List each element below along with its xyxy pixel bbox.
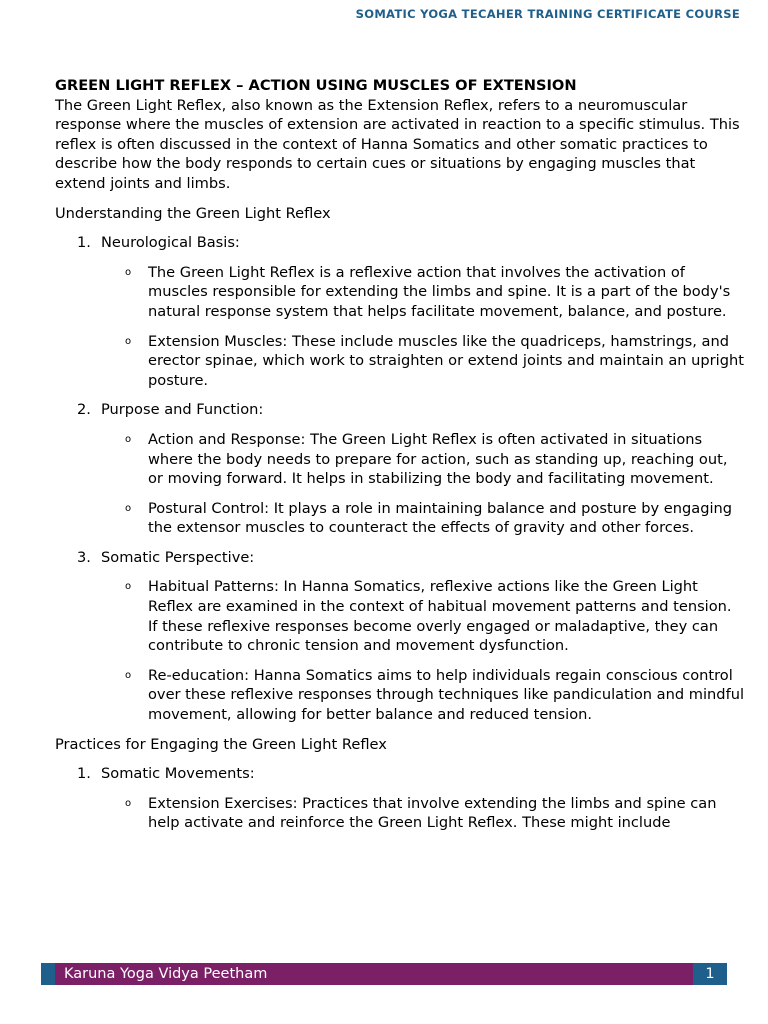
sub-list <box>101 263 745 391</box>
list-item <box>55 548 745 725</box>
document-body <box>55 76 745 843</box>
sub-item-text: Habitual Patterns: In Hanna Somatics, reflexive actions like the Green Light Reflex are examined in the context of habitual movement patterns and tension. If these reflexive responses become overly engaged or maladaptive, they can contribute to chronic tension and movement dysfunction. <box>148 578 732 655</box>
section-heading: GREEN LIGHT REFLEX – ACTION USING MUSCLES OF EXTENSION <box>55 77 577 94</box>
section1-list <box>55 233 745 724</box>
list-item-label: Neurological Basis: <box>101 234 240 252</box>
sub-item-text: Extension Exercises: Practices that involve extending the limbs and spine can help activate and reinforce the Green Light Reflex. These might include <box>148 794 717 832</box>
sub-item-text: Postural Control: It plays a role in maintaining balance and posture by engaging the extensor muscles to counteract the effects of gravity and other forces. <box>148 499 733 537</box>
bullet-icon: o <box>125 266 132 278</box>
list-number: 1. <box>77 765 91 783</box>
page-number: 1 <box>693 963 727 985</box>
sub-list-item <box>101 263 745 322</box>
footer-bar <box>41 963 727 985</box>
sub-item-text: Action and Response: The Green Light Reflex is often activated in situations where the body needs to prepare for action, such as standing up, reaching out, or moving forward. It helps in stabilizing the body and facilitating movement. <box>148 430 728 488</box>
list-number: 1. <box>77 234 91 252</box>
sub-list-item <box>101 794 745 833</box>
bullet-icon: o <box>125 335 132 347</box>
list-number: 3. <box>77 548 91 566</box>
sub-list <box>101 794 745 833</box>
list-number: 2. <box>77 401 91 419</box>
list-item <box>55 400 745 538</box>
bullet-icon: o <box>125 669 132 681</box>
sub-list-item <box>101 430 745 489</box>
sub-list <box>101 577 745 724</box>
section2-title: Practices for Engaging the Green Light Reflex <box>55 735 387 753</box>
intro-paragraph: The Green Light Reflex, also known as the Extension Reflex, refers to a neuromuscular response where the muscles of extension are activated in reaction to a specific stimulus. This reflex is often discussed in the context of Hanna Somatics and other somatic practices to describe how the body responds to certain cues or situations by engaging muscles that extend joints and limbs. <box>55 96 740 192</box>
sub-list-item <box>101 666 745 725</box>
bullet-icon: o <box>125 581 132 593</box>
section2-list <box>55 764 745 833</box>
sub-list <box>101 430 745 538</box>
section1-title: Understanding the Green Light Reflex <box>55 204 331 222</box>
bullet-icon: o <box>125 797 132 809</box>
list-item-label: Somatic Perspective: <box>101 548 255 566</box>
list-item <box>55 233 745 390</box>
course-header-title: SOMATIC YOGA TECAHER TRAINING CERTIFICATE COURSE <box>355 7 740 21</box>
sub-list-item <box>101 332 745 391</box>
bullet-icon: o <box>125 502 132 514</box>
list-item <box>55 764 745 833</box>
list-item-label: Somatic Movements: <box>101 765 255 783</box>
footer-organization: Karuna Yoga Vidya Peetham <box>64 966 268 982</box>
list-item-label: Purpose and Function: <box>101 401 264 419</box>
sub-item-text: The Green Light Reflex is a reflexive action that involves the activation of muscles responsible for extending the limbs and spine. It is a part of the body's natural response system that helps facilitate movement, balance, and posture. <box>148 263 731 320</box>
sub-list-item <box>101 577 745 655</box>
sub-item-text: Extension Muscles: These include muscles like the quadriceps, hamstrings, and erector spinae, which work to straighten or extend joints and maintain an upright posture. <box>148 332 744 389</box>
bullet-icon: o <box>125 433 132 445</box>
footer-left-accent <box>41 963 55 985</box>
sub-item-text: Re-education: Hanna Somatics aims to help individuals regain conscious control over these reflexive responses through techniques like pandiculation and mindful movement, allowing for better balance and reduced tension. <box>148 666 745 724</box>
sub-list-item <box>101 499 745 538</box>
